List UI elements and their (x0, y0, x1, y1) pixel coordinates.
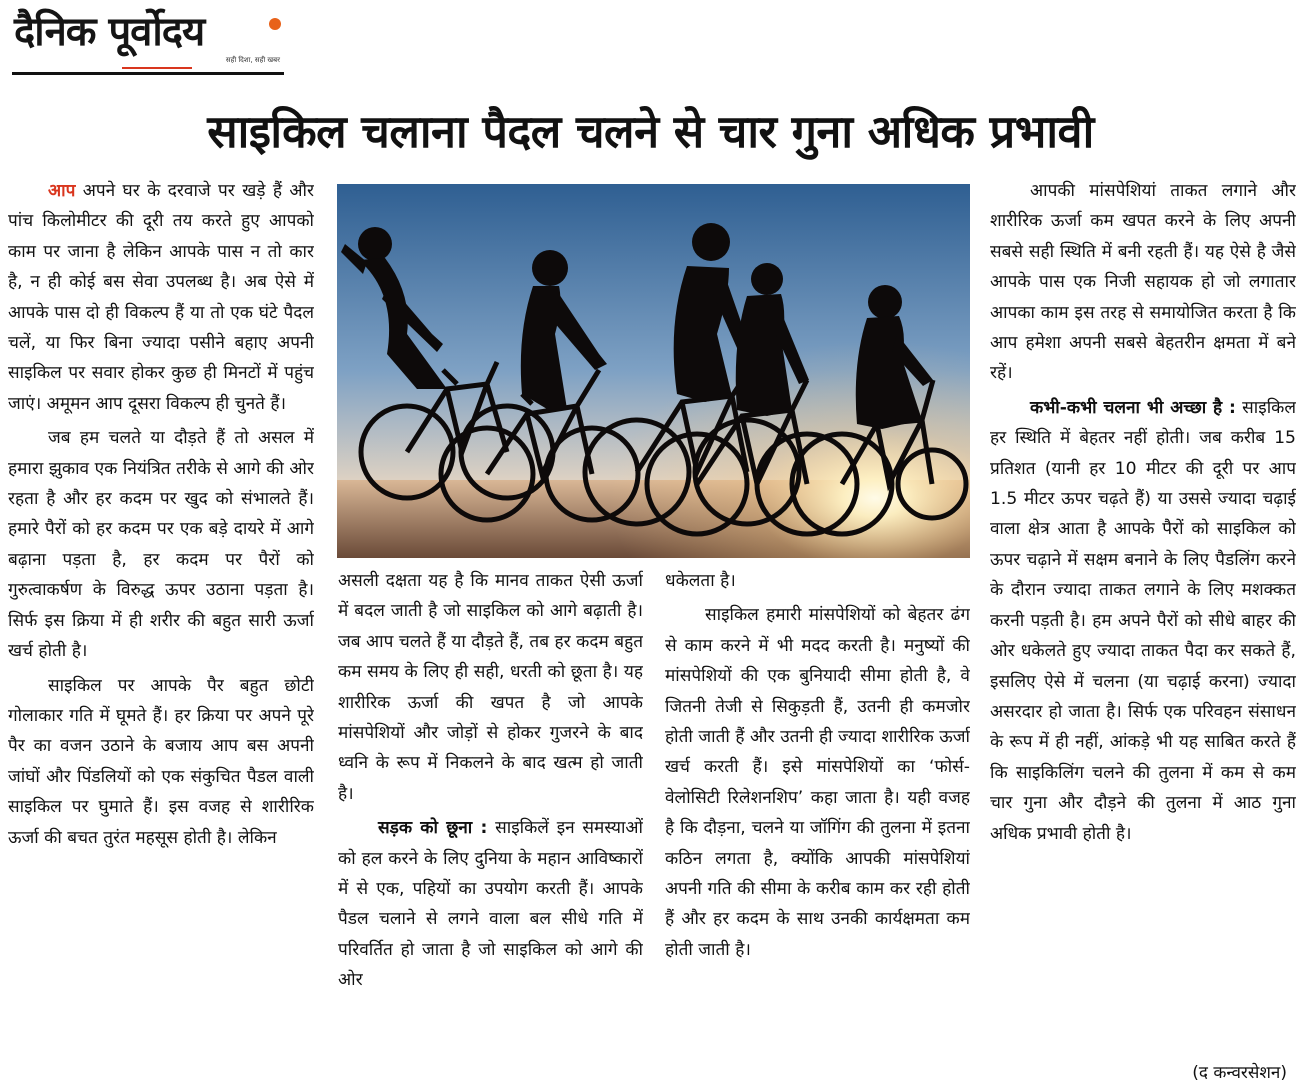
article-column-3 (665, 566, 970, 1081)
paragraph-text: अपने घर के दरवाजे पर खड़े हैं और पांच किलोमीटर की दूरी तय करते हुए आपको काम पर जाना है लेकिन आपके पास न तो कार है, न ही कोई बस सेवा उपलब्ध है। अब ऐसे में आपके पास दो ही विकल्प हैं या तो एक घंटे पैदल चलें, या फिर बिना ज्यादा पसीने बहाए अपनी साइकिल पर सवार होकर कुछ ही मिनटों में पहुंच जाएं। अमूमन आप दूसरा विकल्प ही चुनते हैं। (8, 181, 314, 414)
subheading: कभी-कभी चलना भी अच्छा है : (1030, 397, 1236, 418)
article-column-1 (8, 176, 314, 1081)
masthead-accent-dot (269, 18, 281, 30)
masthead-rule (12, 72, 284, 75)
article-column-2 (338, 566, 643, 1081)
paragraph: असली दक्षता यह है कि मानव ताकत ऐसी ऊर्जा में बदल जाती है जो साइकिल को आगे बढ़ाती है। जब आप चलते हैं या दौड़ते हैं, तब हर कदम बहुत कम समय के लिए ही सही, धरती को छूता है। यह शारीरिक ऊर्जा की खपत है जो आपके मांसपेशियों और जोड़ों से होकर गुजरने के बाद ध्वनि के रूप में निकलने के बाद खत्म हो जाती है। (338, 571, 643, 804)
masthead-red-line (122, 67, 192, 69)
masthead-tagline: सही दिशा, सही खबर (225, 56, 280, 64)
paragraph-text: साइकिलें इन समस्याओं को हल करने के लिए दुनिया के महान आविष्कारों में से एक, पहियों का उपयोग करती हैं। आपके पैडल चलाने से लगने वाला बल सीधे गति में परिवर्तित हो जाता है जो साइकिल को आगे की ओर (338, 818, 643, 991)
article-photo (337, 184, 970, 558)
masthead (12, 6, 284, 72)
paragraph: जब हम चलते या दौड़ते हैं तो असल में हमारा झुकाव एक नियंत्रित तरीके से आगे की ओर रहता है और हर कदम पर खुद को संभालते हैं। हमारे पैरों को हर कदम पर एक बड़े दायरे में आगे बढ़ाना पड़ता है, हर कदम पर पैरों को गुरुत्वाकर्षण के विरुद्ध ऊपर उठाना पड़ता है। सिर्फ इस क्रिया में ही शरीर की बहुत सारी ऊर्जा खर्च होती है। (8, 428, 314, 662)
paragraph: धकेलता है। (665, 571, 736, 591)
paragraph-text: साइकिल हर स्थिति में बेहतर नहीं होती। जब करीब 15 प्रतिशत (यानी हर 10 मीटर की दूरी पर आप 1.5 मीटर ऊपर चढ़ते हैं) या उससे ज्यादा चढ़ाई वाला क्षेत्र आता है आपके पैरों को साइकिल को ऊपर चढ़ाने में सक्षम बनाने के लिए पैडलिंग करने के दौरान ज्यादा ताकत लगाने के लिए मशक्कत करनी पड़ती है। हम अपने पैरों को सीधे बाहर की ओर धकेलते हुए ज्यादा ताकत पैदा कर सकते हैं, इसलिए ऐसे में चलना (या चढ़ाई करना) ज्यादा असरदार हो जाता है। सिर्फ एक परिवहन संसाधन के रूप में ही नहीं, आंकड़े भी यह साबित करते हैं कि साइकिलिंग चलने की तुलना में कम से कम चार गुना और दौड़ने की तुलना में आठ गुना अधिक प्रभावी होती है। (990, 397, 1296, 844)
paragraph: साइकिल पर आपके पैर बहुत छोटी गोलाकार गति में घूमते हैं। हर क्रिया पर अपने पूरे पैर का वजन उठाने के बजाय आप बस अपनी जांघों और पिंडलियों को एक संकुचित पैडल वाली साइकिल पर घुमाते हैं। इस वजह से शारीरिक ऊर्जा की बचत तुरंत महसूस होती है। लेकिन (8, 675, 314, 848)
subheading: सड़क को छूना : (378, 818, 488, 839)
paragraph (8, 176, 314, 419)
paragraph: आपकी मांसपेशियां ताकत लगाने और शारीरिक ऊर्जा कम खपत करने के लिए अपनी सबसे सही स्थिति में बनी रहती हैं। यह ऐसे है जैसे आपके पास एक निजी सहायक हो जो लगातार आपका काम इस तरह से समायोजित करता है कि आप हमेशा अपनी सबसे बेहतरीन क्षमता में बने रहें। (990, 181, 1296, 384)
paragraph (990, 393, 1296, 849)
drop-word: आप (48, 181, 76, 201)
article-headline: साइकिल चलाना पैदल चलने से चार गुना अधिक प्रभावी (207, 105, 1094, 158)
paragraph: साइकिल हमारी मांसपेशियों को बेहतर ढंग से काम करने में भी मदद करती है। मनुष्यों की मांसपेशियों की एक बुनियादी सीमा होती है, वे जितनी तेजी से सिकुड़ती हैं, उतनी ही कमजोर होती जाती हैं और उतनी ही ज्यादा शारीरिक ऊर्जा खर्च करती हैं। इसे मांसपेशियों का ‘फोर्स-वेलोसिटी रिलेशनशिप’ कहा जाता है। यही वजह है कि दौड़ना, चलने या जॉगिंग की तुलना में इतना कठिन लगता है, क्योंकि आपकी मांसपेशियां अपनी गति की सीमा के करीब काम कर रही होती हैं और हर कदम के साथ उनकी कार्यक्षमता कम होती जाती है। (665, 605, 970, 960)
paragraph (338, 813, 643, 995)
cyclists-silhouette-image (337, 184, 970, 558)
source-credit: (द कन्वरसेशन) (1192, 1063, 1287, 1083)
article-column-4 (990, 176, 1296, 1056)
masthead-title: दैनिक पूर्वोदय (14, 9, 205, 55)
